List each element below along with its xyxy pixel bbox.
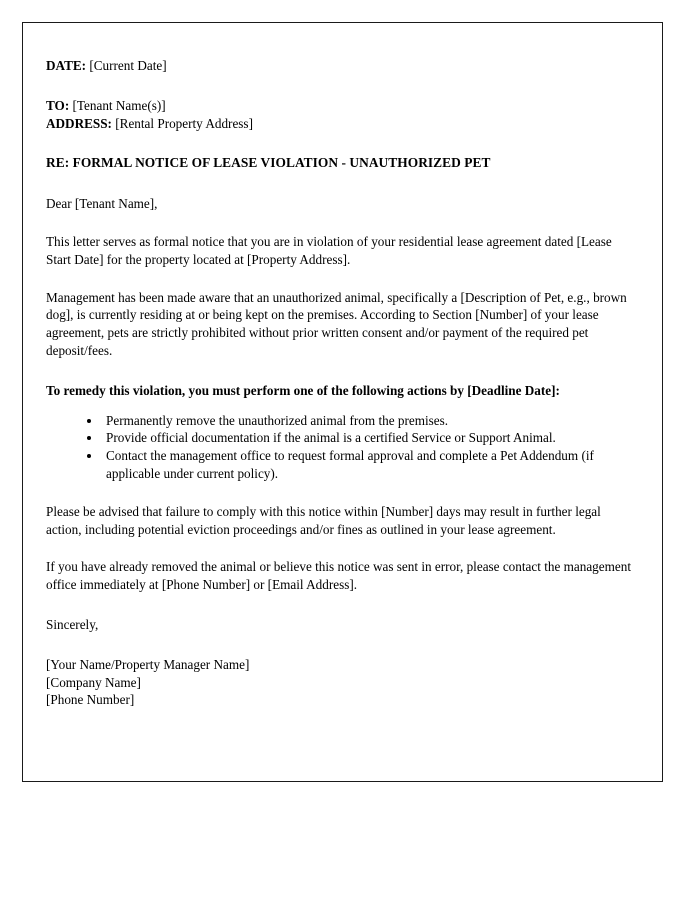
date-label: DATE:	[46, 58, 87, 73]
document-page	[22, 22, 663, 782]
recipient-block	[46, 97, 638, 133]
closing-paragraph-2: If you have already removed the animal or believe this notice was sent in error, please contact the management office immediately at [Phone Number] or [Email Address].	[46, 559, 631, 593]
signer-company: [Company Name]	[46, 674, 141, 690]
remedy-heading: To remedy this violation, you must perform one of the following actions by [Deadline Date]:	[46, 382, 560, 398]
subject-line: RE: FORMAL NOTICE OF LEASE VIOLATION - UNAUTHORIZED PET	[46, 155, 491, 171]
address-value: [Rental Property Address]	[115, 115, 253, 131]
address-label: ADDRESS:	[46, 115, 112, 131]
action-list	[46, 412, 638, 483]
signature-block	[46, 656, 638, 709]
date-line	[46, 57, 638, 75]
to-value: [Tenant Name(s)]	[72, 97, 166, 113]
to-label: TO:	[46, 97, 70, 113]
signer-phone: [Phone Number]	[46, 692, 135, 708]
body-paragraph-1: This letter serves as formal notice that you are in violation of your residential lease agreement dated [Lease Start Date] for the property located at [Property Address].	[46, 233, 612, 267]
date-value: [Current Date]	[89, 58, 167, 73]
body-paragraph-2: Management has been made aware that an unauthorized animal, specifically a [Description of Pet, e.g., brown dog], is currently residing at or being kept on the premises. According to Section [Number] of your lease agreement, pets are strictly prohibited without prior written consent and/or payment of the required pet deposit/fees.	[46, 289, 627, 358]
list-item: • Permanently remove the unauthorized animal from the premises.	[102, 412, 638, 430]
document-body	[23, 23, 662, 709]
salutation: Dear [Tenant Name],	[46, 196, 158, 212]
address-line	[46, 115, 638, 133]
to-line	[46, 97, 638, 115]
sign-off: Sincerely,	[46, 616, 99, 632]
closing-paragraph-1: Please be advised that failure to comply with this notice within [Number] days may result in further legal action, including potential eviction proceedings and/or fines as outlined in your lease agreement.	[46, 503, 601, 537]
list-item: • Provide official documentation if the animal is a certified Service or Support Animal.	[102, 429, 638, 447]
signer-name: [Your Name/Property Manager Name]	[46, 656, 250, 672]
list-item: • Contact the management office to request formal approval and complete a Pet Addendum (if applicable under current policy).	[102, 447, 638, 483]
